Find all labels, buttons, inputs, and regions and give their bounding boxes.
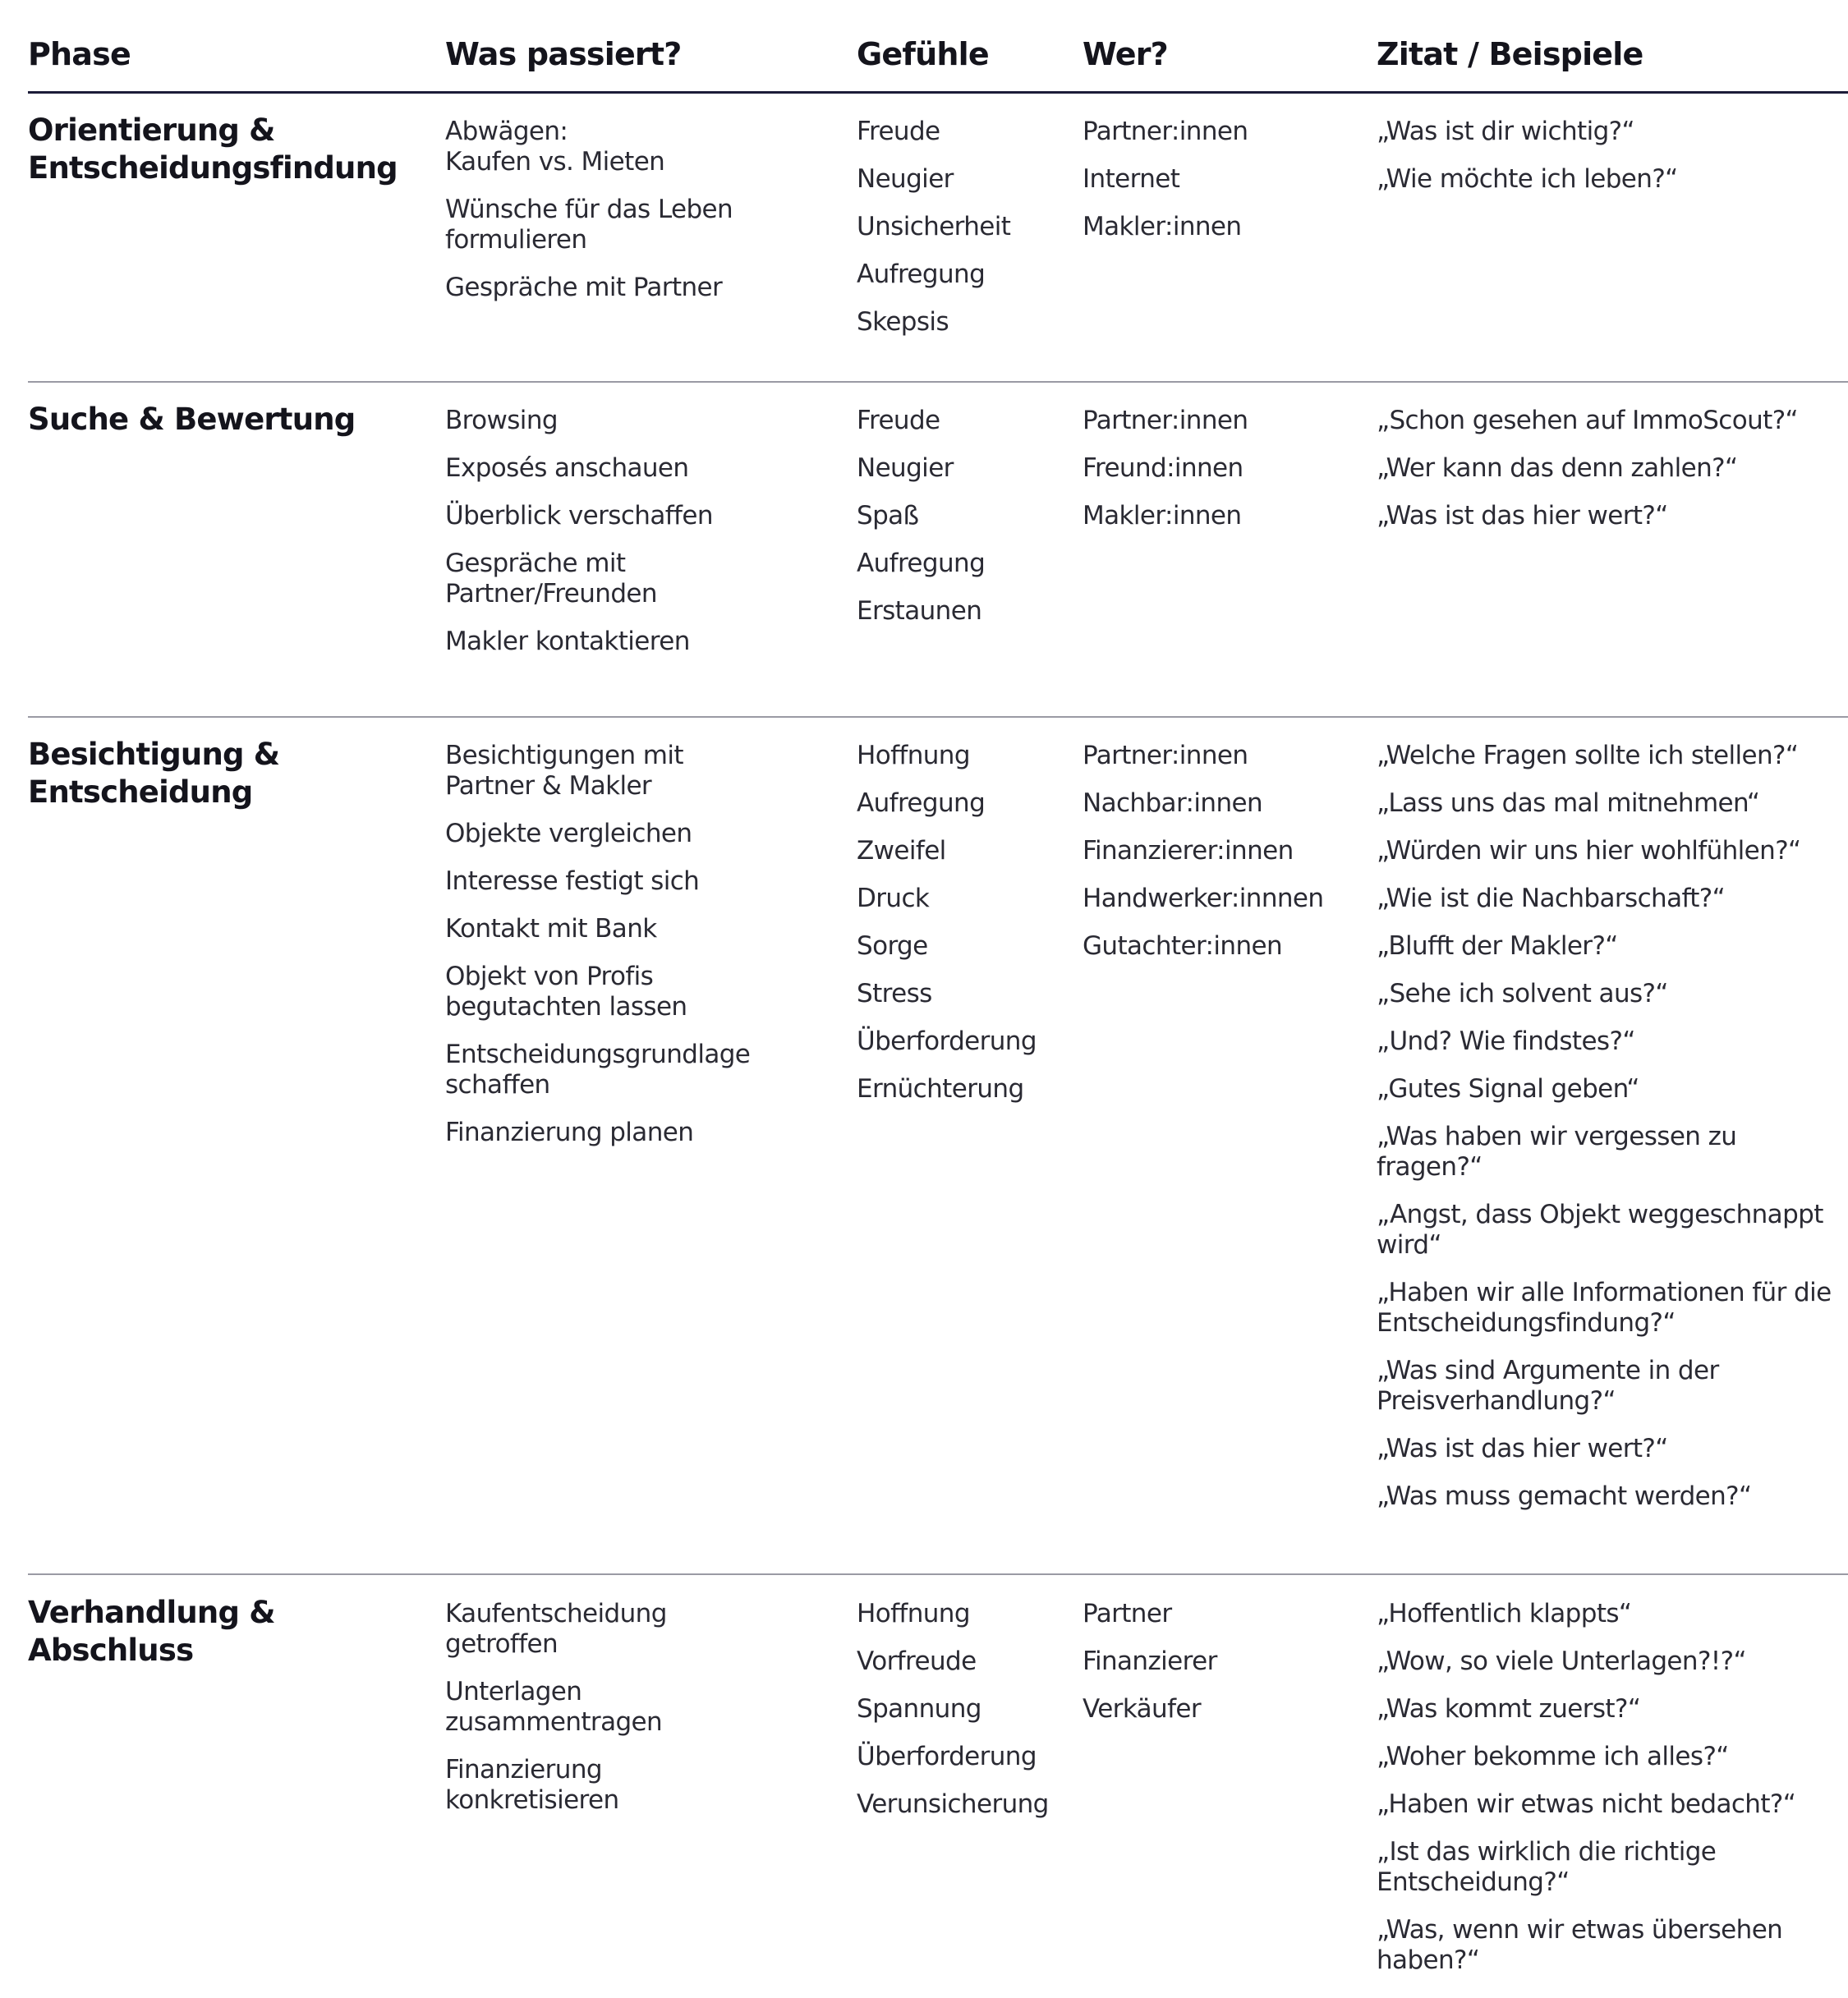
zitat-item: „Und? Wie findstes?“ [1377,1027,1635,1056]
was-passiert-column [445,1599,774,1833]
wer-item: Gutachter:innen [1083,931,1283,961]
was-passiert-item: Finanzierung konkretisieren [445,1755,619,1815]
was-passiert-item: Interesse festigt sich [445,866,700,896]
gefuehle-item: Unsicherheit [857,212,1011,241]
was-passiert-item: Unterlagen zusammentragen [445,1677,663,1737]
zitat-item: „Was, wenn wir etwas übersehen haben?“ [1377,1915,1783,1975]
zitat-item: „Wow, so viele Unterlagen?!?“ [1377,1647,1746,1676]
wer-column [1083,117,1354,260]
wer-item: Partner:innen [1083,406,1248,435]
zitat-column [1377,117,1837,212]
header-divider [28,91,1848,94]
zitat-item: „Lass uns das mal mitnehmen“ [1377,788,1760,818]
was-passiert-item: Objekt von Profis begutachten lassen [445,962,687,1022]
was-passiert-item: Objekte vergleichen [445,819,692,848]
row-divider [28,716,1848,718]
wer-item: Handwerker:innnen [1083,884,1324,913]
phase-label: Suche & Bewertung [28,402,356,437]
wer-item: Partner:innen [1083,117,1248,146]
phase-label: Verhandlung & Abschluss [28,1595,275,1668]
gefuehle-column [857,117,1070,355]
gefuehle-item: Spannung [857,1694,981,1724]
wer-item: Internet [1083,164,1180,194]
gefuehle-item: Neugier [857,164,954,194]
zitat-item: „Was muss gemacht werden?“ [1377,1481,1752,1511]
row-divider [28,381,1848,383]
zitat-item: „Wie ist die Nachbarschaft?“ [1377,884,1726,913]
wer-item: Nachbar:innen [1083,788,1263,818]
wer-item: Partner:innen [1083,741,1248,770]
was-passiert-column [445,117,774,320]
was-passiert-column [445,406,774,674]
phase-label: Orientierung & Entscheidungsfindung [28,113,398,186]
row-divider [28,1573,1848,1575]
zitat-item: „Was ist dir wichtig?“ [1377,117,1634,146]
gefuehle-item: Erstaunen [857,596,982,626]
was-passiert-item: Browsing [445,406,558,435]
zitat-column [1377,1599,1837,1993]
header-gefuehle: Gefühle [857,36,989,72]
was-passiert-item: Exposés anschauen [445,453,689,483]
header-phase: Phase [28,36,131,72]
zitat-item: „Gutes Signal geben“ [1377,1074,1639,1104]
gefuehle-item: Spaß [857,501,919,531]
wer-column [1083,1599,1354,1742]
zitat-column [1377,741,1837,1529]
gefuehle-item: Zweifel [857,836,946,866]
wer-item: Partner [1083,1599,1172,1628]
gefuehle-item: Neugier [857,453,954,483]
wer-item: Finanzierer:innen [1083,836,1294,866]
was-passiert-item: Gespräche mit Partner/Freunden [445,549,657,609]
gefuehle-item: Stress [857,979,932,1008]
zitat-item: „Was haben wir vergessen zu fragen?“ [1377,1122,1737,1182]
zitat-item: „Haben wir alle Informationen für die Entscheidungsfindung?“ [1377,1278,1832,1338]
was-passiert-item: Finanzierung planen [445,1118,694,1147]
zitat-item: „Sehe ich solvent aus?“ [1377,979,1668,1008]
gefuehle-item: Sorge [857,931,928,961]
wer-item: Makler:innen [1083,501,1242,531]
zitat-item: „Was ist das hier wert?“ [1377,1434,1668,1463]
wer-item: Verkäufer [1083,1694,1201,1724]
gefuehle-column [857,1599,1070,1837]
was-passiert-column [445,741,774,1165]
header-was-passiert: Was passiert? [445,36,682,72]
was-passiert-item: Abwägen: Kaufen vs. Mieten [445,117,665,177]
gefuehle-item: Aufregung [857,260,986,289]
gefuehle-item: Überforderung [857,1027,1037,1056]
wer-item: Finanzierer [1083,1647,1217,1676]
was-passiert-item: Überblick verschaffen [445,501,713,531]
gefuehle-item: Verunsicherung [857,1789,1049,1819]
gefuehle-item: Aufregung [857,788,986,818]
zitat-item: „Blufft der Makler?“ [1377,931,1618,961]
gefuehle-item: Aufregung [857,549,986,578]
zitat-item: „Welche Fragen sollte ich stellen?“ [1377,741,1799,770]
zitat-item: „Was sind Argumente in der Preisverhandlung?“ [1377,1356,1719,1416]
wer-item: Freund:innen [1083,453,1243,483]
gefuehle-column [857,406,1070,644]
wer-column [1083,406,1354,549]
zitat-item: „Hoffentlich klappts“ [1377,1599,1632,1628]
zitat-item: „Angst, dass Objekt weggeschnappt wird“ [1377,1200,1823,1260]
zitat-item: „Woher bekomme ich alles?“ [1377,1742,1729,1771]
header-wer: Wer? [1083,36,1168,72]
header-zitat-beispiele: Zitat / Beispiele [1377,36,1643,72]
zitat-item: „Was ist das hier wert?“ [1377,501,1668,531]
was-passiert-item: Gespräche mit Partner [445,273,723,302]
zitat-item: „Ist das wirklich die richtige Entscheidung?“ [1377,1837,1717,1897]
gefuehle-item: Hoffnung [857,1599,970,1628]
gefuehle-item: Freude [857,117,940,146]
zitat-column [1377,406,1837,549]
zitat-item: „Schon gesehen auf ImmoScout?“ [1377,406,1799,435]
wer-column [1083,741,1354,979]
was-passiert-item: Kaufentscheidung getroffen [445,1599,667,1659]
gefuehle-item: Ernüchterung [857,1074,1024,1104]
was-passiert-item: Kontakt mit Bank [445,914,657,944]
gefuehle-item: Hoffnung [857,741,970,770]
was-passiert-item: Besichtigungen mit Partner & Makler [445,741,683,801]
zitat-item: „Wie möchte ich leben?“ [1377,164,1678,194]
zitat-item: „Was kommt zuerst?“ [1377,1694,1641,1724]
zitat-item: „Haben wir etwas nicht bedacht?“ [1377,1789,1796,1819]
zitat-item: „Würden wir uns hier wohlfühlen?“ [1377,836,1801,866]
was-passiert-item: Makler kontaktieren [445,627,690,656]
was-passiert-item: Entscheidungsgrundlage schaffen [445,1040,751,1100]
phase-label: Besichtigung & Entscheidung [28,737,280,810]
gefuehle-column [857,741,1070,1122]
wer-item: Makler:innen [1083,212,1242,241]
gefuehle-item: Skepsis [857,307,949,337]
was-passiert-item: Wünsche für das Leben formulieren [445,195,733,255]
gefuehle-item: Vorfreude [857,1647,977,1676]
gefuehle-item: Freude [857,406,940,435]
gefuehle-item: Überforderung [857,1742,1037,1771]
zitat-item: „Wer kann das denn zahlen?“ [1377,453,1738,483]
gefuehle-item: Druck [857,884,930,913]
